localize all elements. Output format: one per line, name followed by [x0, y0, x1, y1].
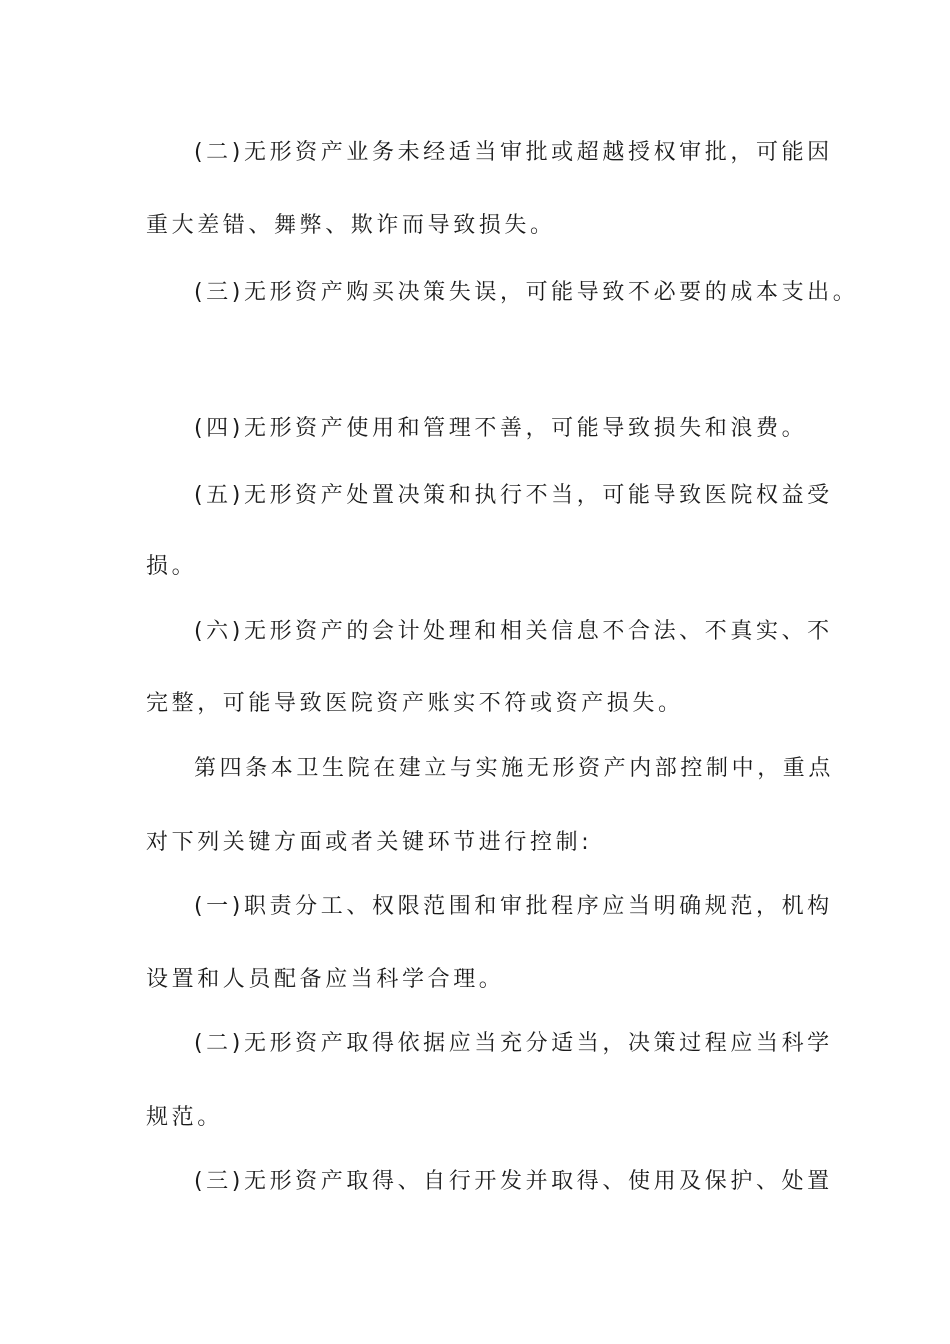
paragraph-line: 对下列关键方面或者关键环节进行控制: [146, 830, 593, 855]
paragraph-line: (三)无形资产取得、自行开发并取得、使用及保护、处置 [194, 1169, 833, 1194]
paragraph-line: 重大差错、舞弊、欺诈而导致损失。 [146, 213, 556, 238]
paragraph-line: 损。 [146, 554, 198, 579]
paragraph-line: (五)无形资产处置决策和执行不当，可能导致医院权益受 [194, 483, 833, 508]
paragraph-line: (二)无形资产业务未经适当审批或超越授权审批，可能因 [194, 140, 833, 165]
paragraph-line: 规范。 [146, 1105, 223, 1130]
paragraph-line: (二)无形资产取得依据应当充分适当，决策过程应当科学 [194, 1031, 833, 1056]
paragraph-line: (三)无形资产购买决策失误，可能导致不必要的成本支出。 [194, 280, 859, 305]
paragraph-line: (六)无形资产的会计处理和相关信息不合法、不真实、不 [194, 619, 833, 644]
paragraph-line: 第四条本卫生院在建立与实施无形资产内部控制中，重点 [194, 756, 835, 781]
paragraph-line: (四)无形资产使用和管理不善，可能导致损失和浪费。 [194, 416, 808, 441]
paragraph-line: 设置和人员配备应当科学合理。 [146, 967, 505, 992]
paragraph-line: (一)职责分工、权限范围和审批程序应当明确规范，机构 [194, 894, 833, 919]
paragraph-line: 完整，可能导致医院资产账实不符或资产损失。 [146, 691, 684, 716]
